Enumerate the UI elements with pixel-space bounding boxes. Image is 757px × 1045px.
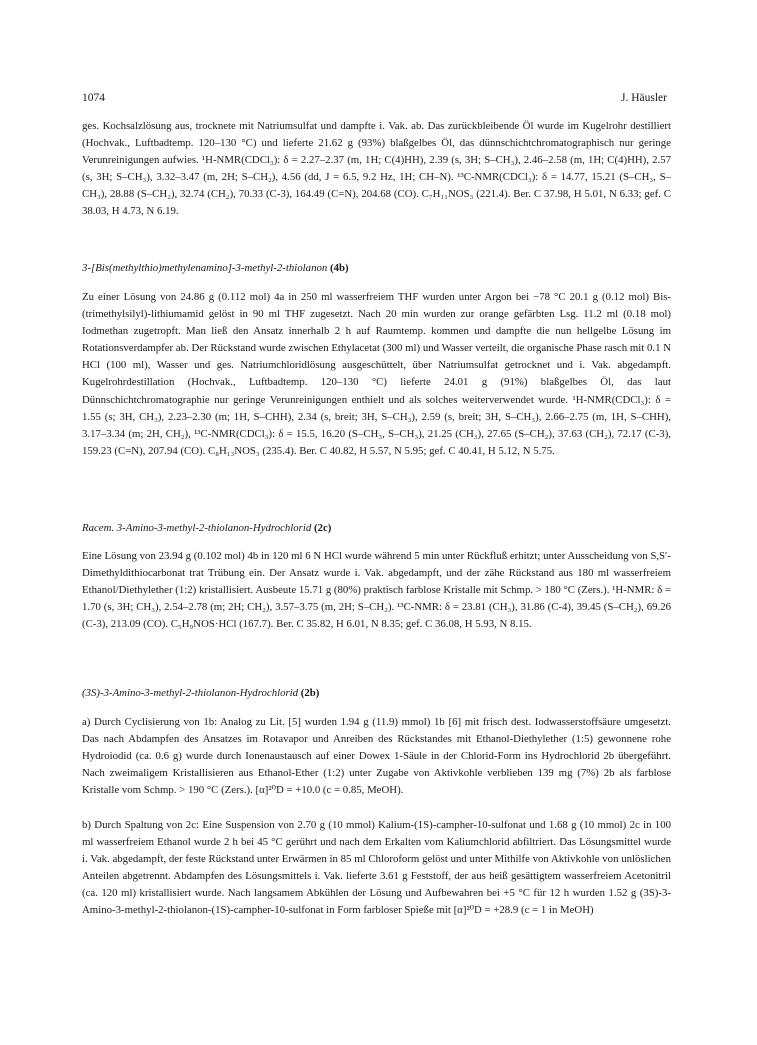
page-header xyxy=(82,92,667,104)
section-heading-2b xyxy=(82,687,671,699)
paragraph-2b-resolution: b) Durch Spaltung von 2c: Eine Suspension von 2.70 g (10 mmol) Kalium-(1S)-campher-10-sulfonat und 1.68 g (10 mmol) 2c in 100 ml wasserfreiem Ethanol wurde 2 h bei 45 °C gerührt und nach dem Erkalten vom Kaliumchlorid abfiltriert. Das Lösungsmittel wurde i. Vak. abgedampft, der feste Rückstand unter Erwärmen in 85 ml Chloroform gelöst und unter Mithilfe von Aktivkohle von unlöslichen Anteilen abgetrennt. Abdampfen des Lösungsmittels i. Vak. lieferte 3.61 g Feststoff, der aus heiß gesättigtem wasserfreiem Acetonitril (ca. 120 ml) kristallisiert wurde. Nach langsamem Abkühlen der Lösung und Aufbewahren bei +5 °C für 12 h wurden 1.52 g (3S)-3-Amino-3-methyl-2-thiolanon-(1S)-campher-10-sulfonat in Form farbloser Spieße mit [α]²⁰D = +28.9 (c = 1 in MeOH) xyxy=(82,819,671,917)
compound-label: (2b) xyxy=(300,687,320,699)
section-heading-2c xyxy=(82,522,671,534)
section-heading-text: Racem. 3-Amino-3-methyl-2-thiolanon-Hydrochlorid xyxy=(82,522,312,534)
page-number: 1074 xyxy=(82,92,105,104)
paragraph-4b-synthesis: Zu einer Lösung von 24.86 g (0.112 mol) 4a in 250 ml wasserfreiem THF wurden unter Argon bei −78 °C 20.1 g (0.12 mol) Bis-(trimethylsilyl)-lithiumamid gelöst in 90 ml THF zugesetzt. Nach 20 min wurden zur orange gefärbten Lsg. 11.2 ml (0.18 mol) Iodmethan zugetropft. Man ließ den Ansatz innerhalb 2 h auf Raumtemp. kommen und dampfte die nun hellgelbe Lösung im Rotationsverdampfer ab. Der Rückstand wurde zwischen Ethylacetat (300 ml) und Wasser verteilt, die organische Phase rasch mit 0.1 N HCl (100 ml), Wasser und ges. Natriumchloridlösung ausgeschüttelt, über Natriumsulfat getrocknet und i. Vak. abgedampft. Kugelrohrdestillation (Hochvak., Luftbadtemp. 120–130 °C) lieferte 24.01 g (91%) blaßgelbes Öl, das laut Dünnschichtchromatographie nur geringe Verunreinigungen enthielt und als solches weiterverwendet wurde. ¹H-NMR(CDCl₃): δ = 1.55 (s; 3H, CH₃), 2.23–2.30 (m; 1H, S–CHH), 2.34 (s, breit; 3H, S–CH₃), 2.59 (s, breit; 3H, S–CH₃), 2.66–2.75 (m, 1H, S–CHH), 3.17–3.34 (m; 2H, CH₂), ¹³C-NMR(CDCl₃): δ = 15.5, 16.20 (S–CH₃, S–CH₃), 21.25 (CH₃), 27.65 (S–CH₂), 37.63 (CH₂), 72.17 (C-3), 159.23 (C=N), 207.94 (CO). C₈H₁₃NOS₃ (235.4). Ber. C 40.82, H 5.57, N 5.95; gef. C 40.41, H 5.12, N 5.75. xyxy=(82,291,671,457)
compound-label: (4b) xyxy=(329,262,349,274)
compound-label: (2c) xyxy=(313,522,332,534)
section-heading-4b xyxy=(82,262,671,274)
paragraph-continuation: ges. Kochsalzlösung aus, trocknete mit Natriumsulfat und dampfte i. Vak. ab. Das zurückbleibende Öl wurde im Kugelrohr destilliert (Hochvak., Luftbadtemp. 120–130 °C) und lieferte 21.62 g (93%) blaßgelbes Öl, das dünnschichtchromatographisch nur geringe Verunreinigungen aufwies. ¹H-NMR(CDCl₃): δ = 2.27–2.37 (m, 1H; C(4)HH), 2.39 (s, 3H; S–CH₃), 2.46–2.58 (m, 1H; C(4)HH), 2.57 (s, 3H; S–CH₃), 3.32–3.47 (m, 2H; S–CH₂), 4.56 (dd, J = 6.5, 9.2 Hz, 1H; CH–N). ¹³C-NMR(CDCl₃): δ = 14.77, 15.21 (S–CH₃, S–CH₃), 28.88 (S–CH₂), 32.74 (CH₂), 70.33 (C-3), 164.49 (C=N), 204.68 (CO). C₇H₁₁NOS₃ (221.4). Ber. C 37.98, H 5.01, N 6.33; gef. C 38.03, H 4.73, N 6.19. xyxy=(82,120,671,218)
section-heading-text: 3-[Bis(methylthio)methylenamino]-3-methyl-2-thiolanon xyxy=(82,262,328,274)
running-author: J. Häusler xyxy=(621,92,667,104)
paragraph-2c-synthesis: Eine Lösung von 23.94 g (0.102 mol) 4b in 120 ml 6 N HCl wurde während 5 min unter Rückfluß erhitzt; unter Ausscheidung von S,S′-Dimethyldithiocarbonat trat Trübung ein. Der Ansatz wurde i. Vak. abgedampft, und der zähe Rückstand aus 180 ml wasserfreiem Ethanol/Diethylether (1:2) kristallisiert. Ausbeute 15.71 g (80%) praktisch farblose Kristalle mit Schmp. > 180 °C (Zers.). ¹H-NMR: δ = 1.70 (s, 3H; CH₃), 2.54–2.78 (m; 2H; CH₂), 3.57–3.75 (m, 2H; S–CH₂). ¹³C-NMR: δ = 23.81 (CH₃), 31.86 (C-4), 39.45 (S–CH₂), 69.26 (C-3), 213.09 (CO). C₅H₉NOS·HCl (167.7). Ber. C 35.82, H 6.01, N 8.35; gef. C 36.08, H 5.93, N 8.15. xyxy=(82,550,671,631)
paragraph-2b-cyclisation: a) Durch Cyclisierung von 1b: Analog zu Lit. [5] wurden 1.94 g (11.9) mmol) 1b [6] mit frisch dest. Iodwasserstoffsäure umgesetzt. Das nach Abdampfen des Ansatzes im Rotavapor und Anreiben des Rückstandes mit Ethanol-Diethylether (1:5) gewonnene rohe Hydroiodid (ca. 0.6 g) wurde durch Ionenaustausch auf einer Dowex 1-Säule in der Chlorid-Form ins Hydrochlorid 2b übergeführt. Nach zweimaligem Kristallisieren aus Ethanol-Ether (1:2) unter Zugabe von Aktivkohle verblieben 139 mg (7%) 2b als farblose Kristalle vom Schmp. > 190 °C (Zers.). [α]²⁰D = +10.0 (c = 0.85, MeOH). xyxy=(82,716,671,797)
section-heading-text: (3S)-3-Amino-3-methyl-2-thiolanon-Hydrochlorid xyxy=(82,687,299,699)
